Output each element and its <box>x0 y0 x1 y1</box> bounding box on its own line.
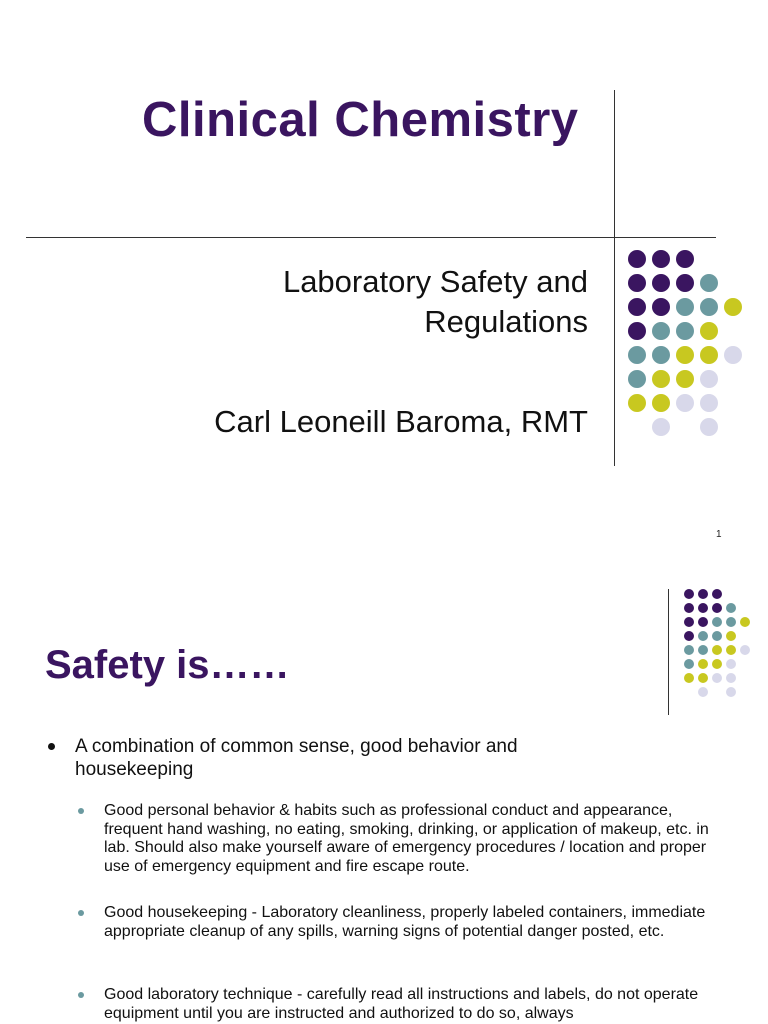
dot-teal <box>712 631 722 641</box>
dot-olive <box>712 659 722 669</box>
dot-purple <box>712 589 722 599</box>
dot-lavender <box>726 659 736 669</box>
dot-teal <box>700 298 718 316</box>
bullet-marker <box>48 743 55 750</box>
dot-purple <box>676 250 694 268</box>
bullet-marker <box>78 910 84 916</box>
horizontal-divider <box>26 237 716 238</box>
page-number: 1 <box>716 529 722 540</box>
dot-purple <box>652 250 670 268</box>
dot-purple <box>652 274 670 292</box>
author-name: Carl Leoneill Baroma, RMT <box>214 404 588 439</box>
bullet-marker <box>78 808 84 814</box>
sub-bullet <box>78 904 718 941</box>
dot-olive <box>724 298 742 316</box>
main-bullet <box>48 735 608 781</box>
dot-teal <box>684 659 694 669</box>
dot-olive <box>698 673 708 683</box>
subtitle-line-1: Laboratory Safety and <box>282 264 588 299</box>
slide-title: Safety is…… <box>45 643 290 687</box>
dot-teal <box>684 645 694 655</box>
dot-teal <box>726 617 736 627</box>
dot-purple <box>698 589 708 599</box>
dot-lavender <box>726 673 736 683</box>
dot-olive <box>684 673 694 683</box>
vertical-divider <box>614 90 615 466</box>
dot-teal <box>652 346 670 364</box>
sub-bullet-text: Good housekeeping - Laboratory cleanliness, properly labeled containers, immediate appropriate cleanup of any spills, warning signs of potential danger posted, etc. <box>104 904 706 940</box>
dot-teal <box>628 346 646 364</box>
dot-teal <box>700 274 718 292</box>
dot-olive <box>712 645 722 655</box>
dot-olive <box>652 370 670 388</box>
content-slide <box>0 555 768 1024</box>
bullet-marker <box>78 992 84 998</box>
dot-lavender <box>700 394 718 412</box>
sub-bullet-text: Good personal behavior & habits such as professional conduct and appearance, frequent hand washing, no eating, smoking, drinking, or application of makeup, etc. in lab. Should also make yourself aware of emergency procedures / location and proper use of emergency equipment and fire escape route. <box>104 802 709 875</box>
dot-teal <box>698 631 708 641</box>
dot-olive <box>726 645 736 655</box>
dot-teal <box>712 617 722 627</box>
dot-purple <box>684 631 694 641</box>
dot-purple <box>628 298 646 316</box>
main-bullet-text: A combination of common sense, good behavior and housekeeping <box>75 736 518 780</box>
dot-lavender <box>700 418 718 436</box>
dot-olive <box>652 394 670 412</box>
dot-purple <box>628 250 646 268</box>
sub-bullet <box>78 986 718 1023</box>
dot-lavender <box>740 645 750 655</box>
dot-olive <box>676 346 694 364</box>
dot-olive <box>700 322 718 340</box>
dot-olive <box>628 394 646 412</box>
dot-olive <box>740 617 750 627</box>
dot-lavender <box>724 346 742 364</box>
dot-purple <box>628 322 646 340</box>
dot-purple <box>676 274 694 292</box>
slide-title: Clinical Chemistry <box>142 93 579 147</box>
dot-lavender <box>652 418 670 436</box>
dot-teal <box>676 322 694 340</box>
dot-olive <box>676 370 694 388</box>
dot-olive <box>698 659 708 669</box>
dot-purple <box>712 603 722 613</box>
dot-purple <box>684 617 694 627</box>
dot-lavender <box>726 687 736 697</box>
dot-purple <box>698 617 708 627</box>
vertical-divider <box>668 589 669 715</box>
dot-teal <box>726 603 736 613</box>
dot-purple <box>628 274 646 292</box>
dot-olive <box>726 631 736 641</box>
dot-teal <box>676 298 694 316</box>
dot-teal <box>628 370 646 388</box>
dot-purple <box>698 603 708 613</box>
dot-lavender <box>698 687 708 697</box>
sub-bullet-text: Good laboratory technique - carefully read all instructions and labels, do not operate equipment until you are instructed and authorized to do so, always <box>104 986 699 1022</box>
dot-lavender <box>676 394 694 412</box>
dot-olive <box>700 346 718 364</box>
dot-purple <box>684 603 694 613</box>
dot-purple <box>652 298 670 316</box>
dot-lavender <box>712 673 722 683</box>
dot-teal <box>652 322 670 340</box>
dot-lavender <box>700 370 718 388</box>
subtitle-line-2: Regulations <box>424 304 588 339</box>
sub-bullet <box>78 802 718 876</box>
dot-purple <box>684 589 694 599</box>
dot-teal <box>698 645 708 655</box>
